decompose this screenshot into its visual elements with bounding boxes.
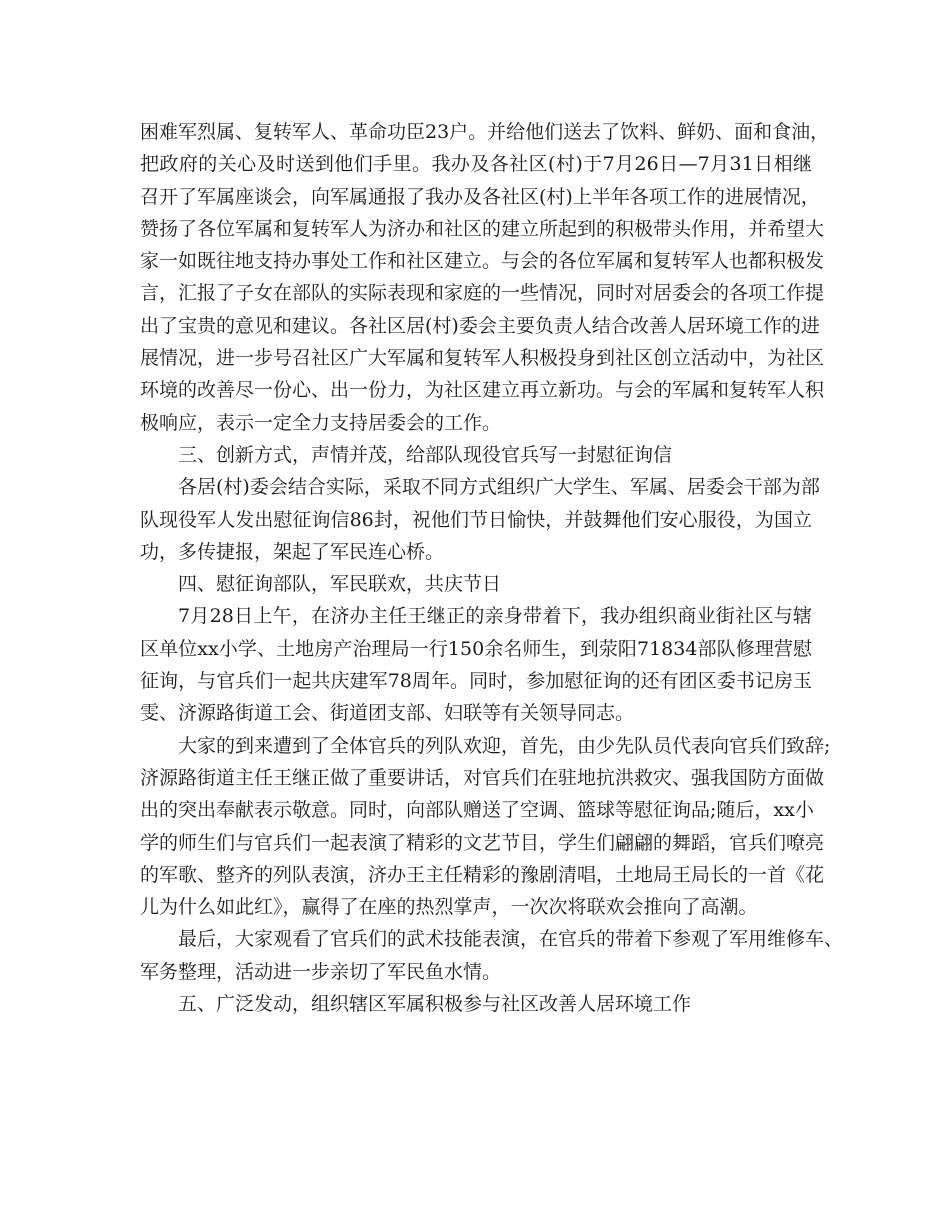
text-line: 环境的改善尽一份心、出一份力，为社区建立再立新功。与会的军属和复转军人积: [140, 379, 825, 402]
text-line: 功，多传捷报，架起了军民连心桥。: [140, 540, 445, 563]
text-line: 济源路街道主任王继正做了重要讲话，对官兵们在驻地抗洪救灾、强我国防方面做: [140, 766, 825, 789]
text-line: 召开了军属座谈会，向军属通报了我办及各社区(村)上半年各项工作的进展情况，: [140, 185, 820, 208]
text-line: 各居(村)委会结合实际，采取不同方式组织广大学生、军属、居委会干部为部: [178, 476, 820, 499]
text-line: 军务整理，活动进一步亲切了军民鱼水情。: [140, 960, 502, 983]
section-heading: 三、创新方式，声情并茂，给部队现役官兵写一封慰征询信: [178, 443, 673, 466]
text-line: 征询，与官兵们一起共庆建军78周年。同时，参加慰征询的还有团区委书记房玉: [140, 670, 812, 693]
text-line: 把政府的关心及时送到他们手里。我办及各社区(村)于7月26日—7月31日相继: [140, 153, 812, 176]
text-line: 队现役军人发出慰征询信86封，祝他们节日愉快，并鼓舞他们安心服役，为国立: [140, 508, 812, 531]
text-line: 出的突出奉献表示敬意。同时，向部队赠送了空调、篮球等慰征询品;随后，xx小: [140, 799, 814, 822]
text-line: 区单位xx小学、土地房产治理局一行150余名师生，到荥阳71834部队修理营慰: [140, 637, 812, 660]
text-line: 赞扬了各位军属和复转军人为济办和社区的建立所起到的积极带头作用，并希望大: [140, 217, 825, 240]
text-line: 言，汇报了子女在部队的实际表现和家庭的一些情况，同时对居委会的各项工作提: [140, 282, 825, 305]
section-heading: 四、慰征询部队，军民联欢，共庆节日: [178, 573, 502, 596]
text-line: 雯、济源路街道工会、街道团支部、妇联等有关领导同志。: [140, 702, 635, 725]
text-line: 儿为什么如此红》，赢得了在座的热烈掌声，一次次将联欢会推向了高潮。: [140, 896, 758, 919]
text-line: 大家的到来遭到了全体官兵的列队欢迎，首先，由少先队员代表向官兵们致辞;: [178, 734, 831, 757]
text-line: 的军歌、整齐的列队表演，济办王主任精彩的豫剧清唱，土地局王局长的一首《花: [140, 863, 825, 886]
document-body: [140, 116, 844, 1020]
text-line: 学的师生们与官兵们一起表演了精彩的文艺节目，学生们翩翩的舞蹈，官兵们嘹亮: [140, 831, 825, 854]
text-line: 7月28日上午，在济办主任王继正的亲身带着下，我办组织商业街社区与辖: [178, 605, 812, 628]
text-line: 出了宝贵的意见和建议。各社区居(村)委会主要负责人结合改善人居环境工作的进: [140, 314, 820, 337]
text-line: 展情况，进一步号召社区广大军属和复转军人积极投身到社区创立活动中，为社区: [140, 347, 825, 370]
text-line: 家一如既往地支持办事处工作和社区建立。与会的各位军属和复转军人也都积极发: [140, 250, 825, 273]
text-line: 最后，大家观看了官兵们的武术技能表演，在官兵的带着下参观了军用维修车、: [178, 928, 844, 951]
text-line: 困难军烈属、复转军人、革命功臣23户。并给他们送去了饮料、鲜奶、面和食油，: [140, 121, 830, 143]
text-line: 极响应，表示一定全力支持居委会的工作。: [140, 411, 502, 434]
section-heading: 五、广泛发动，组织辖区军属积极参与社区改善人居环境工作: [178, 993, 692, 1016]
